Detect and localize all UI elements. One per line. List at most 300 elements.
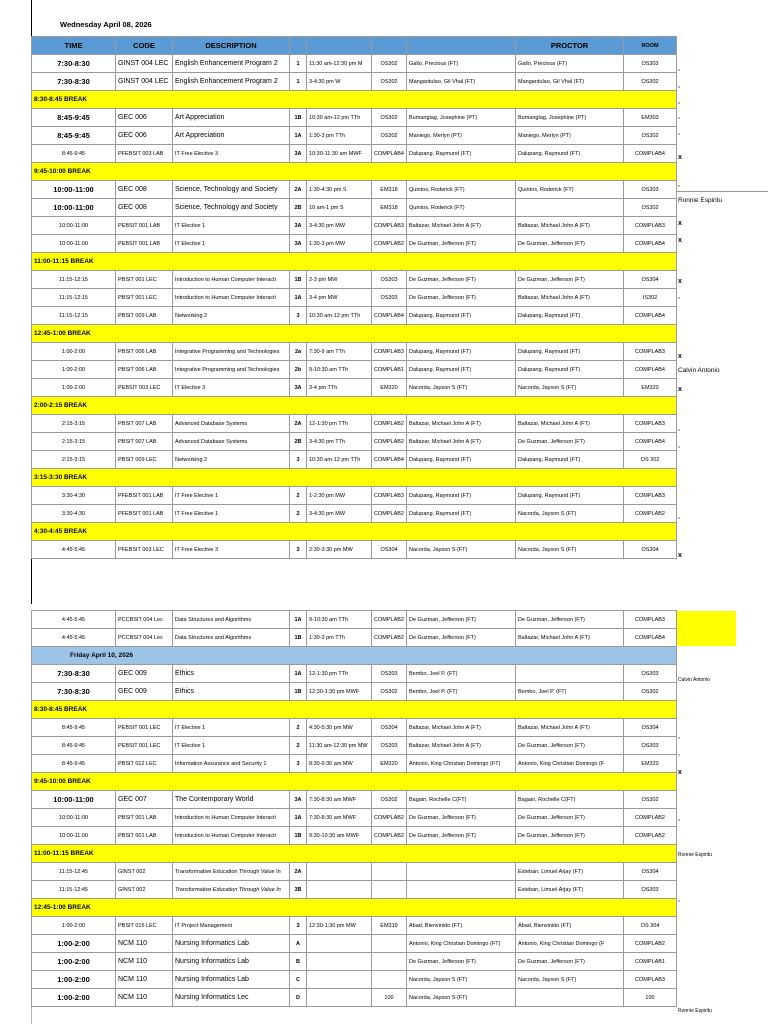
cell-room: COMPLAB2 — [624, 505, 677, 523]
cell-room: COMPLAB3 — [624, 415, 677, 433]
small-mark: x — [678, 817, 680, 822]
cell-section: 1B — [290, 827, 307, 845]
cell-code: PBSIT 001 LAB — [116, 827, 173, 845]
table-row — [32, 971, 677, 989]
cell-description: Information Assurance and Security 1 — [173, 755, 290, 773]
cell-description: English Enhancement Program 2 — [173, 55, 290, 73]
cell-time: 1:00-2:00 — [32, 971, 116, 989]
cell-proctor: Bagain, Rochelle C(FT) — [516, 791, 624, 809]
break-row — [32, 163, 677, 181]
cell-class-room: 100 — [372, 989, 407, 1007]
cell-description: Science, Technology and Society — [173, 199, 290, 217]
break-label: 12:45-1:00 BREAK — [32, 899, 677, 917]
cell-section: 2a — [290, 343, 307, 361]
cell-proctor: Maniego, Merlyn (PT) — [516, 127, 624, 145]
table-row — [32, 791, 677, 809]
cell-schedule: 12:30-1:30 pm MW — [307, 917, 372, 935]
cell-room: 100 — [624, 989, 677, 1007]
cell-code: PBSIT 006 LAB — [116, 343, 173, 361]
cell-time: 11:15-12:45 — [32, 863, 116, 881]
cell-room: COMPLAB3 — [624, 343, 677, 361]
cell-schedule: 1:30-3 pm TTh — [307, 127, 372, 145]
cell-section: 2B — [290, 433, 307, 451]
cell-description: IT Elective 1 — [173, 217, 290, 235]
cell-time: 4:45-5:45 — [32, 611, 116, 629]
cell-schedule: 7:30-8:30 am MWF — [307, 791, 372, 809]
x-mark: x — [678, 237, 682, 244]
cell-proctor: Mangantulao, Gil Vhal (FT) — [516, 73, 624, 91]
cell-time: 8:45-9:45 — [32, 145, 116, 163]
cell-time: 10:00-11:00 — [32, 181, 116, 199]
table-row — [32, 505, 677, 523]
cell-class-room: EM318 — [372, 199, 407, 217]
header-section — [290, 37, 307, 55]
cell-proctor: Quintos, Roderick (FT) — [516, 181, 624, 199]
cell-code: NCM 110 — [116, 971, 173, 989]
cell-description: Nursing Informatics Lab — [173, 953, 290, 971]
cell-schedule: 10:30 am-12 pm TTh — [307, 307, 372, 325]
table-row — [32, 737, 677, 755]
cell-instructor: Baltazar, Michael John A (FT) — [407, 737, 516, 755]
table-row — [32, 541, 677, 559]
cell-schedule: 10 am-1 pm S — [307, 199, 372, 217]
cell-room: COMPLAB3 — [624, 217, 677, 235]
cell-section: 3B — [290, 881, 307, 899]
cell-room: OS 302 — [624, 451, 677, 469]
cell-proctor: Esteban, Limuel Arjay (FT) — [516, 863, 624, 881]
break-label: 8:30-8:45 BREAK — [32, 701, 677, 719]
cell-class-room: EM320 — [372, 755, 407, 773]
cell-class-room: COMPLAB1 — [372, 361, 407, 379]
cell-proctor: De Guzman, Jefferson (FT) — [516, 235, 624, 253]
cell-section: 3A — [290, 145, 307, 163]
x-mark: x — [678, 353, 682, 360]
cell-instructor: De Guzman, Jefferson (FT) — [407, 611, 516, 629]
cell-schedule: 10:30 am-12 pm TTh — [307, 451, 372, 469]
cell-code: NCM 110 — [116, 935, 173, 953]
table-row — [32, 289, 677, 307]
cell-code: NCM 110 — [116, 953, 173, 971]
table-row — [32, 629, 677, 647]
break-label: 3:15-3:30 BREAK — [32, 469, 677, 487]
cell-time: 10:00-11:00 — [32, 199, 116, 217]
day-label: Friday April 10, 2026 — [32, 647, 677, 665]
cell-class-room: EM319 — [372, 917, 407, 935]
cell-room: COMPLAB4 — [624, 145, 677, 163]
cell-instructor: Baltazar, Michael John A (FT) — [407, 719, 516, 737]
cell-time: 11:15-12:45 — [32, 881, 116, 899]
cell-room: COMPLAB4 — [624, 361, 677, 379]
cell-code: PEBSIT 003 LEC — [116, 379, 173, 397]
cell-proctor: De Guzman, Jefferson (FT) — [516, 809, 624, 827]
header-proctor: PROCTOR — [516, 37, 624, 55]
cell-room: OS303 — [624, 737, 677, 755]
side-note-name: Calvin Antonio — [678, 367, 720, 374]
table-row — [32, 307, 677, 325]
table-row — [32, 55, 677, 73]
cell-class-room: OS304 — [372, 719, 407, 737]
cell-description: IT Free Elective 1 — [173, 487, 290, 505]
cell-room: OS303 — [624, 181, 677, 199]
cell-instructor: Dalupang, Raymund (FT) — [407, 505, 516, 523]
cell-schedule: 3-4:30 pm TTh — [307, 433, 372, 451]
cell-section: 1A — [290, 127, 307, 145]
cell-room: COMPLAB4 — [624, 629, 677, 647]
table-row — [32, 665, 677, 683]
cell-time: 4:45-5:45 — [32, 629, 116, 647]
cell-class-room — [372, 881, 407, 899]
cell-section: 2A — [290, 181, 307, 199]
cell-proctor: Baltazar, Michael John A (FT) — [516, 217, 624, 235]
cell-section: 2 — [290, 487, 307, 505]
cell-room: OS304 — [624, 541, 677, 559]
cell-section: 1 — [290, 73, 307, 91]
cell-schedule: 12-1:30 pm TTh — [307, 665, 372, 683]
cell-room: EM320 — [624, 379, 677, 397]
cell-class-room — [372, 935, 407, 953]
cell-proctor: Esteban, Limuel Arjay (FT) — [516, 881, 624, 899]
cell-class-room: COMPLAB3 — [372, 217, 407, 235]
cell-code: PBSIT 016 LEC — [116, 917, 173, 935]
cell-class-room: OS302 — [372, 73, 407, 91]
wednesday-schedule-table — [31, 36, 677, 559]
break-row — [32, 91, 677, 109]
cell-class-room: OS303 — [372, 737, 407, 755]
cell-code: PEBSIT 001 LEC — [116, 719, 173, 737]
cell-code: PBSIT 009 LAB — [116, 307, 173, 325]
cell-proctor: Dalupang, Raymund (FT) — [516, 487, 624, 505]
cell-class-room: OS303 — [372, 665, 407, 683]
table-row — [32, 361, 677, 379]
small-mark: x — [678, 515, 680, 520]
cell-code: PBSIT 007 LAB — [116, 433, 173, 451]
table-row — [32, 451, 677, 469]
side-note-name: Ronnie Espiritu — [678, 1008, 712, 1014]
cell-proctor: Gallo, Precious (FT) — [516, 55, 624, 73]
cell-proctor — [516, 989, 624, 1007]
cell-proctor: Dalupang, Raymund (FT) — [516, 361, 624, 379]
cell-instructor: Bembo, Joel P. (FT) — [407, 665, 516, 683]
cell-proctor: Abad, Bienvinido (FT) — [516, 917, 624, 935]
cell-time: 3:30-4:30 — [32, 487, 116, 505]
cell-description: Data Structures and Algorithms — [173, 629, 290, 647]
header-room1 — [372, 37, 407, 55]
cell-class-room: COMPLAB4 — [372, 145, 407, 163]
cell-instructor: Antonio, King Christian Domingo (FT) — [407, 935, 516, 953]
cell-schedule: 7:30-8:30 am MWF — [307, 809, 372, 827]
header-room: ROOM — [624, 37, 677, 55]
cell-code: PBSIT 007 LAB — [116, 415, 173, 433]
cell-instructor: Bembo, Joel P. (FT) — [407, 683, 516, 701]
cell-proctor: De Guzman, Jefferson (FT) — [516, 953, 624, 971]
cell-code: PBSIT 001 LEC — [116, 289, 173, 307]
cell-section: 1B — [290, 683, 307, 701]
cell-schedule: 12-1:30 pm TTh — [307, 415, 372, 433]
cell-section: 2 — [290, 719, 307, 737]
cell-instructor: Baltazar, Michael John A (FT) — [407, 433, 516, 451]
cell-schedule: 10:30 am-12 pm TTh — [307, 109, 372, 127]
cell-instructor: Nacorda, Jayson S (FT) — [407, 971, 516, 989]
cell-instructor — [407, 881, 516, 899]
cell-section: B — [290, 953, 307, 971]
cell-instructor: Dalupang, Raymund (FT) — [407, 361, 516, 379]
cell-time: 1:00-2:00 — [32, 989, 116, 1007]
cell-class-room — [372, 971, 407, 989]
break-label: 8:30-8:45 BREAK — [32, 91, 677, 109]
cell-time: 7:30-8:30 — [32, 665, 116, 683]
cell-time: 11:15-12:15 — [32, 307, 116, 325]
cell-proctor: De Guzman, Jefferson (FT) — [516, 827, 624, 845]
cell-description: IT Elective 3 — [173, 379, 290, 397]
cell-description: Art Appreciation — [173, 127, 290, 145]
break-row — [32, 325, 677, 343]
cell-instructor: De Guzman, Jefferson (FT) — [407, 629, 516, 647]
cell-instructor: De Guzman, Jefferson (FT) — [407, 953, 516, 971]
cell-time: 8:45-9:45 — [32, 719, 116, 737]
cell-instructor: Dalupang, Raymund (FT) — [407, 487, 516, 505]
cell-instructor: Baltazar, Michael John A (FT) — [407, 217, 516, 235]
cell-schedule — [307, 935, 372, 953]
cell-description: IT Elective 1 — [173, 235, 290, 253]
cell-code: GEC 006 — [116, 109, 173, 127]
cell-section: 3A — [290, 235, 307, 253]
cell-instructor: Quintos, Roderick (FT) — [407, 181, 516, 199]
cell-section: 3 — [290, 307, 307, 325]
cell-schedule: 4:30-5:30 pm MW — [307, 719, 372, 737]
cell-room: COMPLAB3 — [624, 487, 677, 505]
cell-code: GEC 007 — [116, 791, 173, 809]
cell-instructor: Nacorda, Jayson S (FT) — [407, 541, 516, 559]
side-divider — [676, 191, 768, 192]
small-mark: x — [678, 427, 680, 432]
cell-code: PBSIT 006 LAB — [116, 361, 173, 379]
cell-instructor: Nacorda, Jayson S (FT) — [407, 379, 516, 397]
cell-section: 3A — [290, 217, 307, 235]
cell-instructor: Dalupang, Raymund (FT) — [407, 343, 516, 361]
cell-proctor: Bembo, Joel P. (FT) — [516, 683, 624, 701]
cell-code: PFEBSIT 001 LAB — [116, 505, 173, 523]
cell-code: PFEBSIT 003 LAB — [116, 145, 173, 163]
cell-code: PCCBSIT 004 Lec — [116, 629, 173, 647]
table-row — [32, 487, 677, 505]
cell-room: OS302 — [624, 199, 677, 217]
cell-section: 3 — [290, 755, 307, 773]
cell-time: 8:45-9:45 — [32, 109, 116, 127]
cell-class-room: COMPLAB2 — [372, 809, 407, 827]
break-row — [32, 845, 677, 863]
cell-description: Nursing Informatics Lab — [173, 971, 290, 989]
break-row — [32, 899, 677, 917]
cell-code: PCCBSIT 004 Lec — [116, 611, 173, 629]
cell-schedule — [307, 971, 372, 989]
cell-proctor: Nacorda, Jayson S (FT) — [516, 505, 624, 523]
table-row — [32, 719, 677, 737]
break-label: 11:00-11:15 BREAK — [32, 253, 677, 271]
cell-instructor: De Guzman, Jefferson (FT) — [407, 235, 516, 253]
cell-instructor: De Guzman, Jefferson (FT) — [407, 809, 516, 827]
table-row — [32, 73, 677, 91]
cell-instructor: Baltazar, Michael John A (FT) — [407, 415, 516, 433]
small-mark: x — [678, 752, 680, 757]
cell-description: Integrative Programming and Technologies — [173, 361, 290, 379]
cell-section: 1A — [290, 809, 307, 827]
cell-code: PEBSIT 001 LAB — [116, 235, 173, 253]
cell-code: PFEBSIT 003 LEC — [116, 541, 173, 559]
cell-room: COMPLAB3 — [624, 611, 677, 629]
cell-time: 10:00-11:00 — [32, 791, 116, 809]
cell-instructor: Bagain, Rochelle C(FT) — [407, 791, 516, 809]
cell-proctor — [516, 199, 624, 217]
table-row — [32, 809, 677, 827]
cell-code: PBSIT 001 LAB — [116, 809, 173, 827]
cell-proctor: Antonio, King Christian Domingo (F — [516, 755, 624, 773]
cell-class-room: OS302 — [372, 127, 407, 145]
cell-schedule: 2:30-3:30 pm MW — [307, 541, 372, 559]
yellow-highlight — [676, 611, 736, 646]
cell-schedule — [307, 863, 372, 881]
table-row — [32, 863, 677, 881]
cell-class-room: COMPLAB2 — [372, 611, 407, 629]
cell-code: GINST 004 LEC — [116, 55, 173, 73]
cell-room: COMPLAB1 — [624, 953, 677, 971]
table-row — [32, 343, 677, 361]
cell-class-room: COMPLAB2 — [372, 827, 407, 845]
table-row — [32, 755, 677, 773]
cell-proctor: Antonio, King Christian Domingo (F — [516, 935, 624, 953]
table-row — [32, 827, 677, 845]
cell-instructor: De Guzman, Jefferson (FT) — [407, 827, 516, 845]
cell-code: PBSIT 001 LEC — [116, 271, 173, 289]
cell-room: COMPLAB2 — [624, 935, 677, 953]
cell-room: OS302 — [624, 683, 677, 701]
cell-schedule: 12:30-1:30 pm MWF — [307, 683, 372, 701]
cell-proctor: Dalupang, Raymund (FT) — [516, 145, 624, 163]
table-row — [32, 433, 677, 451]
cell-proctor: Nacorda, Jayson S (FT) — [516, 379, 624, 397]
break-row — [32, 701, 677, 719]
cell-class-room: EM318 — [372, 181, 407, 199]
cell-class-room: COMPLAB2 — [372, 415, 407, 433]
cell-description: Networking 2 — [173, 307, 290, 325]
table-row — [32, 145, 677, 163]
x-mark: x — [678, 552, 682, 559]
cell-time: 11:15-12:15 — [32, 289, 116, 307]
cell-time: 10:00-11:00 — [32, 217, 116, 235]
table-row — [32, 199, 677, 217]
cell-class-room: OS304 — [372, 541, 407, 559]
cell-schedule: 11:30 am-12:30 pm MW — [307, 737, 372, 755]
cell-proctor: De Guzman, Jefferson (FT) — [516, 433, 624, 451]
cell-class-room: COMPLAB3 — [372, 487, 407, 505]
x-mark: x — [678, 278, 682, 285]
cell-room: IS302 — [624, 289, 677, 307]
cell-class-room: COMPLAB3 — [372, 343, 407, 361]
cell-code: GEC 008 — [116, 181, 173, 199]
cell-time: 1:00-2:00 — [32, 379, 116, 397]
table-row — [32, 127, 677, 145]
cell-room: OS 304 — [624, 917, 677, 935]
cell-code: PBSIT 012 LEC — [116, 755, 173, 773]
cell-section: 1 — [290, 55, 307, 73]
cell-schedule: 2-3 pm MW — [307, 271, 372, 289]
cell-room: OS302 — [624, 73, 677, 91]
cell-time: 8:45-9:45 — [32, 755, 116, 773]
header-instructor — [407, 37, 516, 55]
cell-room: OS303 — [624, 55, 677, 73]
cell-time: 1:00-2:00 — [32, 935, 116, 953]
cell-instructor: Dalupang, Raymund (FT) — [407, 451, 516, 469]
day-header-row — [32, 647, 677, 665]
break-row — [32, 469, 677, 487]
cell-room: COMPLAB4 — [624, 307, 677, 325]
cell-section: 2 — [290, 737, 307, 755]
break-label: 4:30-4:45 BREAK — [32, 523, 677, 541]
page-title: Wednesday April 08, 2026 — [60, 20, 152, 29]
cell-section: 1B — [290, 271, 307, 289]
cell-description: Transformative Education Through Value In — [173, 881, 290, 899]
cell-description: IT Elective 1 — [173, 737, 290, 755]
cell-time: 4:45-5:45 — [32, 541, 116, 559]
cell-schedule: 9-10:30 am TTh — [307, 361, 372, 379]
cell-description: English Enhancement Program 2 — [173, 73, 290, 91]
cell-class-room: OS303 — [372, 289, 407, 307]
cell-code: GEC 009 — [116, 683, 173, 701]
table-row — [32, 379, 677, 397]
cell-code: GEC 006 — [116, 127, 173, 145]
cell-description: Science, Technology and Society — [173, 181, 290, 199]
cell-room: COMPLAB2 — [624, 809, 677, 827]
cell-instructor: Nacorda, Jayson S (FT) — [407, 989, 516, 1007]
break-label: 11:00-11:15 BREAK — [32, 845, 677, 863]
table-header-row — [32, 37, 677, 55]
cell-room: COMPLAB4 — [624, 433, 677, 451]
small-mark: x — [678, 183, 680, 188]
cell-room: OS303 — [624, 665, 677, 683]
cell-class-room: COMPLAB2 — [372, 505, 407, 523]
table-row — [32, 271, 677, 289]
cell-proctor: Baltazar, Michael John A (FT) — [516, 415, 624, 433]
cell-proctor: Baltazar, Michael John A (FT) — [516, 719, 624, 737]
cell-room: OS304 — [624, 719, 677, 737]
cell-time: 7:30-8:30 — [32, 55, 116, 73]
cell-description: Advanced Database Systems — [173, 433, 290, 451]
cell-section: 2B — [290, 199, 307, 217]
cell-schedule — [307, 989, 372, 1007]
break-label: 2:00-2:15 BREAK — [32, 397, 677, 415]
cell-time: 10:00-11:00 — [32, 809, 116, 827]
cell-class-room — [372, 953, 407, 971]
cell-class-room: COMPLAB4 — [372, 451, 407, 469]
cell-description: Nursing Informatics Lab — [173, 935, 290, 953]
small-mark: x — [678, 898, 680, 903]
friday-schedule-table — [31, 610, 677, 1007]
cell-time: 2:15-3:15 — [32, 451, 116, 469]
cell-instructor: Abad, Bienvinido (FT) — [407, 917, 516, 935]
small-mark: x — [678, 735, 680, 740]
cell-time: 1:00-2:00 — [32, 917, 116, 935]
cell-class-room: COMPLAB2 — [372, 433, 407, 451]
cell-code: GEC 008 — [116, 199, 173, 217]
cell-instructor: Maniego, Merlyn (PT) — [407, 127, 516, 145]
cell-class-room: OS302 — [372, 683, 407, 701]
cell-proctor: Dalupang, Raymund (FT) — [516, 307, 624, 325]
cell-instructor — [407, 863, 516, 881]
cell-proctor: Dalupang, Raymund (FT) — [516, 343, 624, 361]
cell-time: 2:15-3:15 — [32, 415, 116, 433]
cell-proctor: Nacorda, Jayson S (FT) — [516, 971, 624, 989]
cell-section: 3A — [290, 791, 307, 809]
x-mark: x — [678, 154, 682, 161]
